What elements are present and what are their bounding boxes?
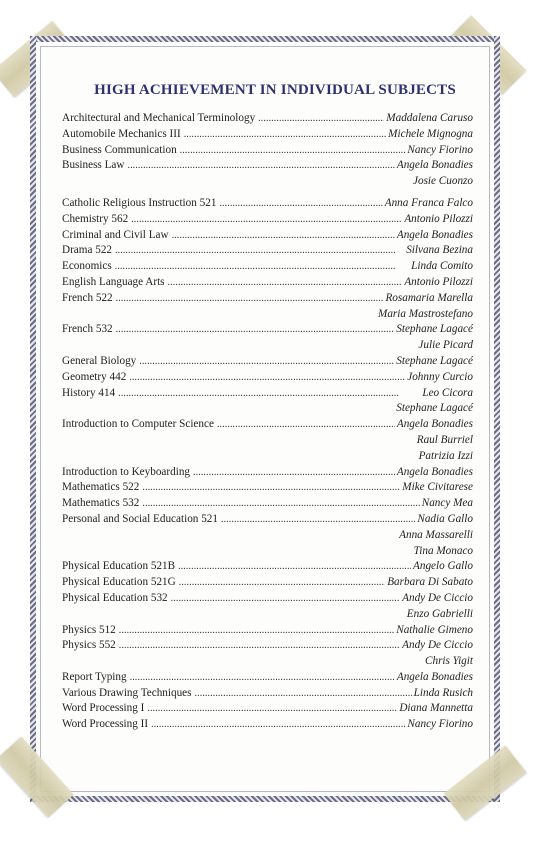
recipient-name: Angela Bonadies bbox=[396, 228, 473, 241]
award-row bbox=[62, 370, 473, 386]
dot-leader bbox=[119, 623, 394, 639]
subject-name: Physics 512 bbox=[62, 623, 116, 636]
recipient-name: Nancy Mea bbox=[421, 497, 473, 510]
page-title: HIGH ACHIEVEMENT IN INDIVIDUAL SUBJECTS bbox=[94, 82, 456, 98]
recipient-name: Maria Mastrostefano bbox=[378, 307, 473, 320]
recipient-name: Andy De Ciccio bbox=[402, 639, 473, 652]
award-row bbox=[62, 686, 473, 702]
subject-name: Criminal and Civil Law bbox=[62, 228, 169, 241]
recipient-name: Linda Rusich bbox=[413, 686, 473, 699]
award-entry bbox=[62, 143, 473, 159]
dot-leader bbox=[119, 638, 400, 654]
dot-leader bbox=[219, 196, 382, 212]
subject-name: French 522 bbox=[62, 291, 113, 304]
dot-leader bbox=[193, 465, 395, 481]
award-row bbox=[62, 275, 473, 291]
subject-name: Physical Education 532 bbox=[62, 591, 168, 604]
award-row bbox=[62, 243, 473, 259]
subject-name: Introduction to Computer Science bbox=[62, 418, 214, 431]
award-entry bbox=[62, 259, 473, 275]
award-entry bbox=[62, 717, 473, 733]
recipient-name: Nathalie Gimeno bbox=[396, 623, 473, 636]
dot-leader bbox=[168, 275, 403, 291]
dot-leader bbox=[178, 559, 411, 575]
award-row bbox=[62, 717, 473, 733]
subject-name: Word Processing I bbox=[62, 702, 145, 715]
award-entry bbox=[62, 480, 473, 496]
award-row bbox=[62, 496, 473, 512]
award-entry bbox=[62, 322, 473, 354]
award-entry bbox=[62, 158, 473, 190]
award-row bbox=[62, 386, 473, 402]
award-entry bbox=[62, 111, 473, 127]
subject-name: Catholic Religious Instruction 521 bbox=[62, 196, 217, 209]
award-row bbox=[62, 417, 473, 433]
rope-border-right bbox=[494, 36, 500, 802]
dot-leader bbox=[147, 701, 397, 717]
dot-leader bbox=[139, 354, 394, 370]
award-row bbox=[62, 591, 473, 607]
award-entry bbox=[62, 686, 473, 702]
recipient-name: Anna Franca Falco bbox=[384, 196, 473, 209]
award-row bbox=[62, 158, 473, 174]
award-row bbox=[62, 480, 473, 496]
award-row bbox=[62, 638, 473, 654]
award-entry bbox=[62, 386, 473, 418]
subject-name: Physical Education 521G bbox=[62, 576, 176, 589]
dot-leader bbox=[118, 386, 420, 402]
dot-leader bbox=[115, 243, 404, 259]
dot-leader bbox=[131, 212, 402, 228]
subject-name: Business Law bbox=[62, 159, 125, 172]
award-row bbox=[62, 354, 473, 370]
award-entry bbox=[62, 701, 473, 717]
award-row bbox=[62, 111, 473, 127]
subject-name: Mathematics 532 bbox=[62, 497, 140, 510]
award-entry bbox=[62, 354, 473, 370]
dot-leader bbox=[221, 512, 415, 528]
recipient-name: Raul Burriel bbox=[416, 433, 473, 446]
subject-name: Geometry 442 bbox=[62, 370, 127, 383]
subject-name: Various Drawing Techniques bbox=[62, 686, 192, 699]
recipient-name: Nadia Gallo bbox=[417, 512, 473, 525]
subject-name: Personal and Social Education 521 bbox=[62, 512, 218, 525]
subject-name: English Language Arts bbox=[62, 275, 165, 288]
award-row bbox=[62, 559, 473, 575]
award-row bbox=[62, 575, 473, 591]
recipient-name: Stephane Lagacé bbox=[396, 323, 473, 336]
award-entry bbox=[62, 623, 473, 639]
award-entry bbox=[62, 465, 473, 481]
award-row bbox=[62, 623, 473, 639]
recipient-name: Maddalena Caruso bbox=[386, 112, 473, 124]
recipient-name: Antonio Pilozzi bbox=[404, 212, 473, 225]
rope-border-bottom bbox=[30, 796, 500, 802]
subject-name: General Biology bbox=[62, 354, 137, 367]
award-row bbox=[62, 291, 473, 307]
subject-name: Word Processing II bbox=[62, 718, 149, 731]
recipient-name: Anna Massarelli bbox=[399, 528, 473, 541]
award-entry bbox=[62, 670, 473, 686]
subject-name: Architectural and Mechanical Terminology bbox=[62, 112, 256, 124]
recipient-name: Enzo Gabrielli bbox=[406, 607, 473, 620]
recipient-name: Stephane Lagacé bbox=[396, 402, 473, 415]
dot-leader bbox=[116, 322, 395, 338]
award-entry bbox=[62, 228, 473, 244]
subject-name: Physical Education 521B bbox=[62, 560, 176, 573]
award-row bbox=[62, 143, 473, 159]
award-row bbox=[62, 212, 473, 228]
recipient-name: Nancy Fiorino bbox=[407, 143, 473, 156]
dot-leader bbox=[115, 259, 409, 275]
recipient-name: Julie Picard bbox=[418, 339, 473, 352]
recipient-name: Chris Yigit bbox=[425, 655, 473, 668]
award-row bbox=[62, 465, 473, 481]
dot-leader bbox=[180, 143, 406, 159]
recipient-name: Antonio Pilozzi bbox=[404, 275, 473, 288]
award-row bbox=[62, 259, 473, 275]
subject-name: Drama 522 bbox=[62, 244, 113, 257]
award-entry bbox=[62, 127, 473, 143]
award-row bbox=[62, 701, 473, 717]
award-entry bbox=[62, 212, 473, 228]
dot-leader bbox=[130, 670, 395, 686]
dot-leader bbox=[195, 686, 412, 702]
award-entry bbox=[62, 196, 473, 212]
dot-leader bbox=[142, 496, 419, 512]
award-row bbox=[62, 670, 473, 686]
subject-name: French 532 bbox=[62, 323, 113, 336]
subject-name: Report Typing bbox=[62, 670, 127, 683]
recipient-name: Silvana Bezina bbox=[406, 244, 473, 257]
award-entry bbox=[62, 575, 473, 591]
recipient-name: Stephane Lagacé bbox=[396, 354, 473, 367]
award-row bbox=[62, 196, 473, 212]
recipient-name: Diana Mannetta bbox=[399, 702, 473, 715]
rope-border-left bbox=[30, 36, 36, 802]
award-row bbox=[62, 322, 473, 338]
subject-name: Economics bbox=[62, 260, 112, 273]
award-row bbox=[62, 228, 473, 244]
recipient-name: Patrizia Izzi bbox=[418, 449, 473, 462]
dot-leader bbox=[129, 370, 405, 386]
award-entry bbox=[62, 591, 473, 623]
award-entry bbox=[62, 417, 473, 464]
dot-leader bbox=[217, 417, 395, 433]
award-entry bbox=[62, 370, 473, 386]
subject-name: Automobile Mechanics III bbox=[62, 127, 181, 140]
award-entry bbox=[62, 243, 473, 259]
award-entry bbox=[62, 275, 473, 291]
recipient-name: Angela Bonadies bbox=[396, 418, 473, 431]
subject-name: Business Communication bbox=[62, 143, 177, 156]
rope-border-top bbox=[30, 36, 500, 42]
subject-name: History 414 bbox=[62, 386, 116, 399]
award-entry bbox=[62, 291, 473, 323]
recipient-name: Rosamaria Marella bbox=[385, 291, 473, 304]
recipient-name: Johnny Curcio bbox=[407, 370, 473, 383]
dot-leader bbox=[184, 127, 386, 143]
recipient-name: Nancy Fiorino bbox=[407, 718, 473, 731]
award-entry bbox=[62, 512, 473, 559]
recipient-name: Michele Mignogna bbox=[388, 127, 473, 140]
dot-leader bbox=[142, 480, 400, 496]
recipient-name: Angela Bonadies bbox=[396, 670, 473, 683]
award-entry bbox=[62, 638, 473, 670]
dot-leader bbox=[258, 111, 384, 127]
dot-leader bbox=[151, 717, 405, 733]
subject-name: Physics 552 bbox=[62, 639, 116, 652]
award-entry bbox=[62, 559, 473, 575]
award-list bbox=[62, 111, 473, 733]
dot-leader bbox=[171, 591, 401, 607]
dot-leader bbox=[172, 228, 395, 244]
recipient-name: Angela Bonadies bbox=[396, 465, 473, 478]
recipient-name: Andy De Ciccio bbox=[402, 591, 473, 604]
recipient-name: Leo Cicora bbox=[422, 386, 473, 399]
recipient-name: Barbara Di Sabato bbox=[387, 576, 473, 589]
subject-name: Mathematics 522 bbox=[62, 481, 140, 494]
recipient-name: Josie Cuonzo bbox=[413, 175, 473, 188]
award-row bbox=[62, 127, 473, 143]
recipient-name: Angelo Gallo bbox=[413, 560, 473, 573]
dot-leader bbox=[179, 575, 385, 591]
recipient-name: Mike Civitarese bbox=[402, 481, 473, 494]
recipient-name: Angela Bonadies bbox=[396, 159, 473, 172]
dot-leader bbox=[116, 291, 384, 307]
award-entry bbox=[62, 496, 473, 512]
subject-name: Introduction to Keyboarding bbox=[62, 465, 191, 478]
subject-name: Chemistry 562 bbox=[62, 212, 129, 225]
recipient-name: Tina Monaco bbox=[413, 544, 473, 557]
dot-leader bbox=[127, 158, 394, 174]
recipient-name: Linda Comito bbox=[411, 260, 473, 273]
award-row bbox=[62, 512, 473, 528]
